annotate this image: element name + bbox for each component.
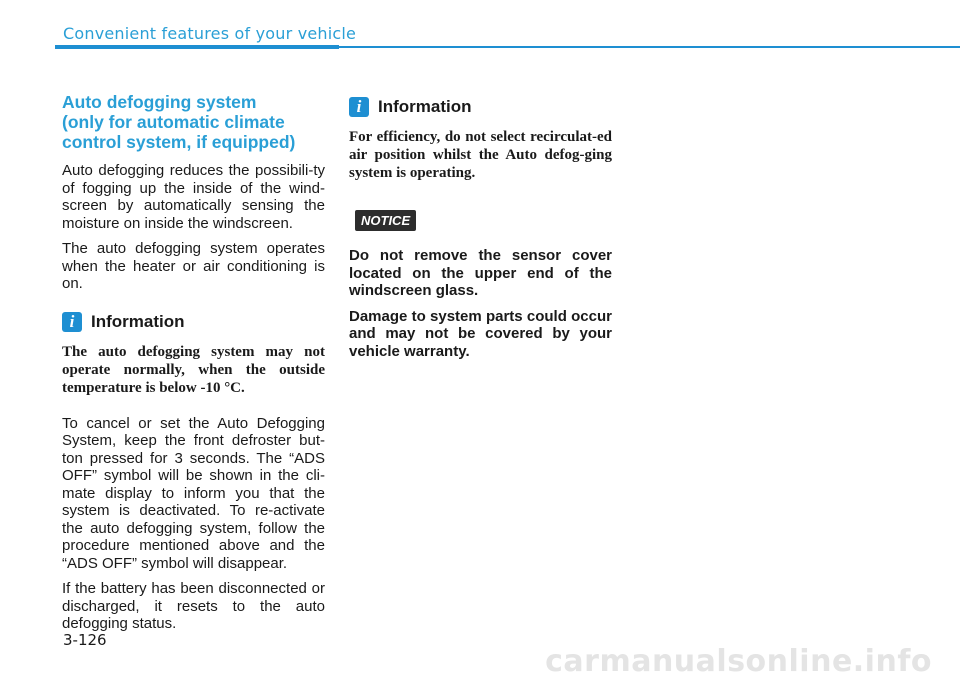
information-icon: i [62,312,82,332]
notice-badge: NOTICE [355,210,416,231]
page-number: 3-126 [63,631,107,649]
header-rule-thick [55,45,339,49]
watermark: carmanualsonline.info [545,644,932,679]
section-title [62,92,325,152]
body-paragraph: If the battery has been disconnected or discharged, it resets to the auto defogging status. [62,580,325,632]
notice-paragraph: Damage to system parts could occur and may not be covered by your vehicle warranty. [349,307,612,360]
information-box [349,96,612,182]
body-paragraph: To cancel or set the Auto Defogging System, keep the front defroster but-ton pressed for 3 seconds. The “ADS OFF” symbol will be shown in the cli-mate display to inform you that the system is deactivated. To re-activate the auto defogging system, follow the procedure mentioned above and the “ADS OFF” symbol will disappear. [62,414,325,572]
information-title: Information [91,311,185,331]
left-column [62,92,325,641]
page-header-title: Convenient features of your vehicle [63,24,357,43]
body-paragraph: The auto defogging system operates when the heater or air conditioning is on. [62,240,325,292]
information-text: For efficiency, do not select recirculat-ed air position whilst the Auto defog-ging system is operating. [349,129,612,181]
notice-paragraph: Do not remove the sensor cover located on the upper end of the windscreen glass. [349,247,612,299]
information-box [62,311,325,397]
section-title-line: (only for automatic climate [62,112,285,132]
information-title: Information [378,97,472,116]
information-header [349,96,612,118]
section-title-line: Auto defogging system [62,92,257,112]
right-column [349,96,612,368]
information-text: The auto defogging system may not operate normally, when the outside temperature is below -10 °C. [62,343,325,396]
information-header [62,311,325,333]
section-title-line: control system, if equipped) [62,132,296,152]
header-rule-thin [339,46,960,48]
information-icon: i [349,97,369,117]
body-paragraph: Auto defogging reduces the possibili-ty of fogging up the inside of the wind-screen by automatically sensing the moisture on inside the windscreen. [62,162,325,232]
